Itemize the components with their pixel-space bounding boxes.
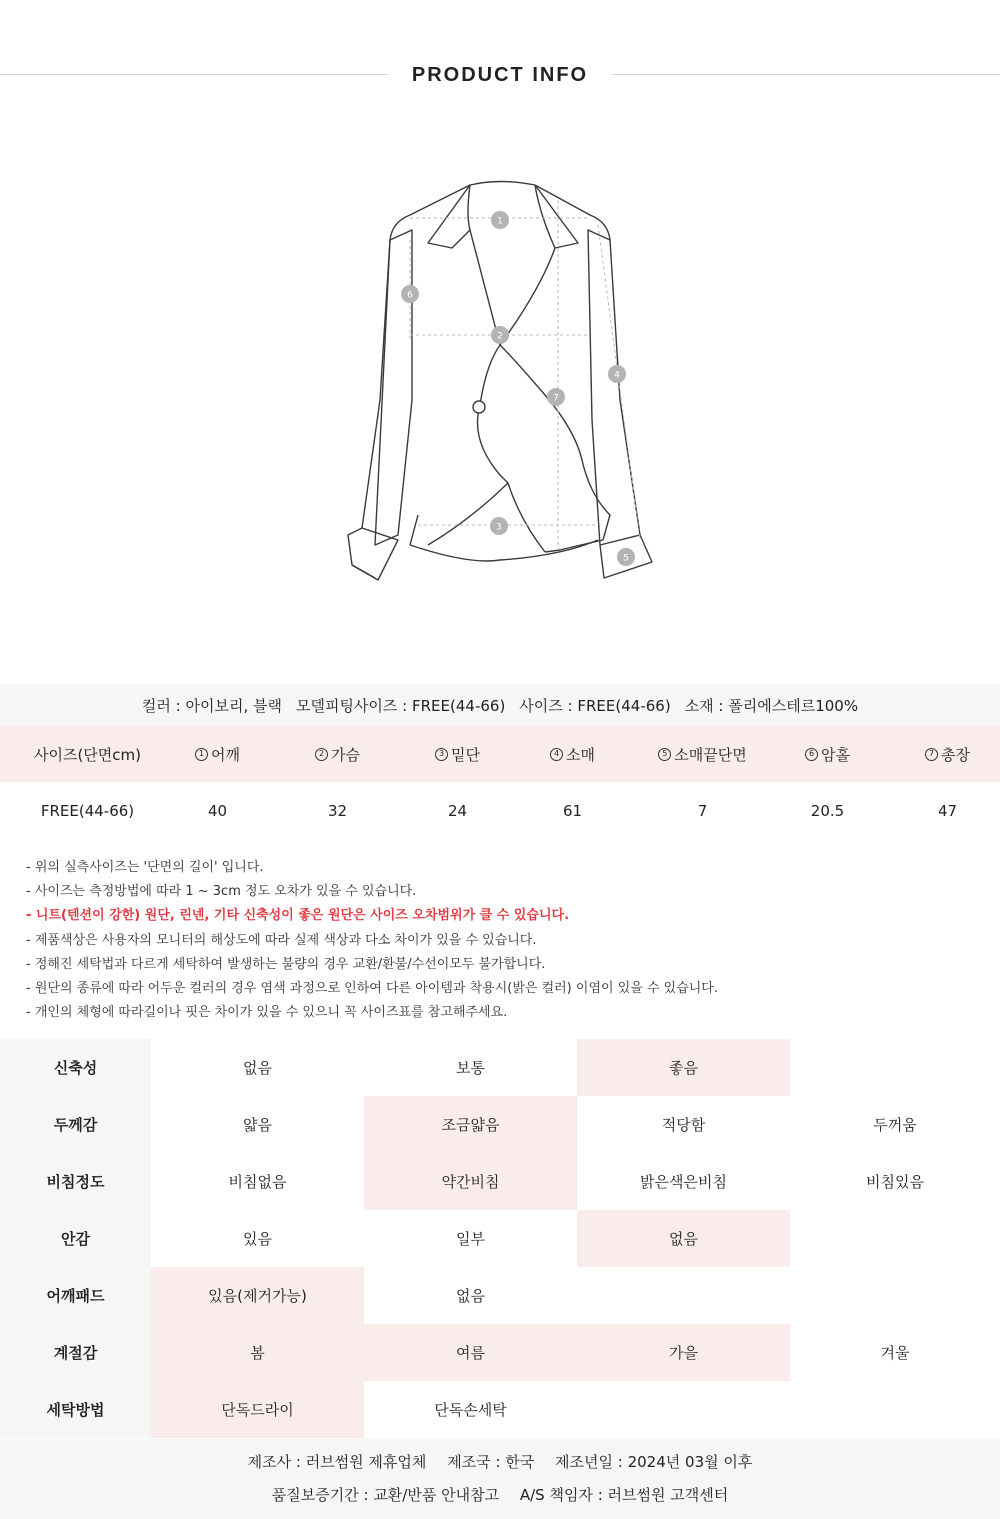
hem-column-header	[415, 726, 500, 782]
length-column-header	[895, 726, 1000, 782]
warranty-value: 교환/반품 안내참고	[373, 1486, 500, 1504]
column-label: 총장	[941, 745, 970, 764]
attr-label: 비침정도	[0, 1153, 151, 1210]
shoulder-column-header	[175, 726, 260, 782]
hem-cell: 24	[447, 802, 468, 820]
size-table-header	[0, 726, 1000, 782]
as-value: 러브썸원 고객센터	[607, 1486, 729, 1504]
material-info: 소재 : 폴리에스테르100%	[684, 696, 859, 715]
number-badge: 7	[925, 748, 938, 761]
attr-option	[790, 1210, 1000, 1267]
attr-option: 두꺼움	[873, 1116, 917, 1134]
number-badge: 4	[550, 748, 563, 761]
date-value: 2024년 03월 이후	[627, 1453, 753, 1471]
attr-option-selected: 단독드라이	[151, 1381, 364, 1438]
attr-option-selected: 가을	[577, 1324, 790, 1381]
size-column-header: 사이즈(단면cm)	[33, 745, 141, 764]
title-divider-left	[0, 74, 388, 75]
note-item: - 사이즈는 측정방법에 따라 1 ~ 3cm 정도 오차가 있을 수 있습니다.	[26, 884, 417, 900]
maker-value: 러브썸원 제휴업체	[305, 1453, 427, 1471]
attr-option-selected: 좋음	[577, 1039, 790, 1096]
attr-option: 일부	[456, 1230, 485, 1248]
country-value: 한국	[505, 1453, 535, 1471]
column-label: 소매끝단면	[674, 745, 747, 764]
note-item-warning: - 니트(텐션이 강한) 원단, 린넨, 기타 신축성이 좋은 원단은 사이즈 오차범위가 클 수 있습니다.	[26, 908, 570, 924]
maker-label: 제조사	[247, 1453, 292, 1471]
fitting-size-label: 모델피팅사이즈	[295, 696, 398, 715]
attr-label: 안감	[0, 1210, 151, 1267]
attr-row-washing	[0, 1381, 1000, 1438]
column-label: 암홀	[821, 745, 850, 764]
attr-option	[577, 1267, 790, 1324]
attr-option-selected: 약간비침	[364, 1153, 577, 1210]
measure-label-5: 5	[623, 553, 629, 564]
number-badge: 3	[435, 748, 448, 761]
measure-label-4: 4	[614, 370, 620, 381]
manufacturer-line	[0, 1451, 1000, 1472]
attr-option	[790, 1381, 1000, 1438]
fitting-size-info: 모델피팅사이즈 : FREE(44-66)	[295, 696, 506, 715]
attr-option	[577, 1381, 790, 1438]
attr-option: 비침있음	[866, 1173, 924, 1191]
attr-option: 없음	[456, 1287, 485, 1305]
attr-option-selected: 있음(제거가능)	[151, 1267, 364, 1324]
measure-label-3: 3	[496, 522, 502, 533]
column-label: 가슴	[331, 745, 360, 764]
attr-row-shoulder-pad	[0, 1267, 1000, 1324]
sleeve-cell: 61	[562, 802, 583, 820]
attr-row-stretch	[0, 1039, 1000, 1096]
material-label: 소재	[684, 696, 714, 715]
size-cell: FREE(44-66)	[40, 802, 135, 820]
length-cell: 47	[937, 802, 958, 820]
color-info: 컬러 : 아이보리, 블랙	[141, 696, 282, 715]
jacket-illustration	[335, 170, 665, 590]
note-item: - 위의 실측사이즈는 '단면의 길이' 입니다.	[26, 860, 264, 875]
measure-label-7: 7	[553, 393, 559, 404]
date-label: 제조년일	[555, 1453, 613, 1471]
attr-label: 계절감	[0, 1324, 151, 1381]
shoulder-cell: 40	[207, 802, 228, 820]
attr-row-thickness	[0, 1096, 1000, 1153]
attr-option	[790, 1267, 1000, 1324]
number-badge: 6	[805, 748, 818, 761]
attr-option-selected: 여름	[364, 1324, 577, 1381]
attr-option: 보통	[456, 1059, 485, 1077]
attr-option: 비침없음	[228, 1173, 287, 1191]
attr-option-selected: 없음	[577, 1210, 790, 1267]
number-badge: 5	[658, 748, 671, 761]
armhole-cell: 20.5	[810, 802, 845, 820]
attr-option-selected: 봄	[151, 1324, 364, 1381]
attr-option: 겨울	[880, 1344, 910, 1362]
fitting-size-value: FREE(44-66)	[412, 696, 506, 715]
attr-option: 있음	[243, 1230, 272, 1248]
measure-label-2: 2	[497, 331, 503, 342]
number-badge: 1	[195, 748, 208, 761]
measure-label-6: 6	[407, 290, 413, 301]
warranty-info: 품질보증기간 : 교환/반품 안내참고	[271, 1486, 500, 1504]
attr-label: 어깨패드	[0, 1267, 151, 1324]
product-basic-info	[0, 684, 1000, 726]
chest-cell: 32	[327, 802, 348, 820]
cuff-cell: 7	[697, 802, 708, 820]
attr-label: 두께감	[0, 1096, 151, 1153]
date-info: 제조년일 : 2024년 03월 이후	[555, 1453, 753, 1471]
title-divider-right	[612, 74, 1000, 75]
size-info: 사이즈 : FREE(44-66)	[519, 696, 671, 715]
number-badge: 2	[315, 748, 328, 761]
note-item: - 개인의 체형에 따라길이나 핏은 차이가 있을 수 있으니 꼭 사이즈표를 참고해주세요.	[26, 1005, 508, 1021]
size-table-row	[0, 782, 1000, 840]
attr-label: 신축성	[0, 1039, 151, 1096]
maker-info: 제조사 : 러브썸원 제휴업체	[247, 1453, 427, 1471]
note-item: - 제품색상은 사용자의 모니터의 해상도에 따라 실제 색상과 다소 차이가 있을 수 있습니다.	[26, 932, 537, 948]
color-value: 아이보리, 블랙	[185, 696, 282, 715]
attr-row-lining	[0, 1210, 1000, 1267]
attr-label: 세탁방법	[0, 1381, 151, 1438]
sleeve-column-header	[500, 726, 645, 782]
attr-option: 밝은색은비침	[640, 1173, 727, 1191]
armhole-column-header	[760, 726, 895, 782]
jacket-measurement-diagram	[335, 170, 665, 590]
note-item: - 정해진 세탁법과 다르게 세탁하여 발생하는 불량의 경우 교환/환불/수선이모두 불가합니다.	[26, 956, 546, 972]
attr-row-sheerness	[0, 1153, 1000, 1210]
column-label: 어깨	[211, 745, 240, 764]
note-item: - 원단의 종류에 따라 어두운 컬러의 경우 염색 과정으로 인하여 다른 아이템과 착용시(밝은 컬러) 이염이 있을 수 있습니다.	[26, 980, 719, 996]
attr-option: 없음	[243, 1059, 272, 1077]
column-label: 밑단	[451, 745, 480, 764]
warranty-line	[0, 1484, 1000, 1505]
size-notes	[26, 856, 986, 1025]
attr-option: 얇음	[243, 1116, 272, 1134]
as-label: A/S 책임자	[519, 1486, 593, 1504]
chest-column-header	[260, 726, 415, 782]
as-info: A/S 책임자 : 러브썸원 고객센터	[519, 1486, 729, 1504]
cuff-column-header	[645, 726, 760, 782]
material-value: 폴리에스테르100%	[728, 696, 859, 715]
page-title: PRODUCT INFO	[411, 64, 589, 86]
attr-option: 적당함	[661, 1116, 706, 1134]
fabric-attribute-table	[0, 1039, 1000, 1438]
country-info: 제조국 : 한국	[447, 1453, 535, 1471]
column-label: 소매	[566, 745, 595, 764]
size-label: 사이즈	[519, 696, 563, 715]
attr-row-season	[0, 1324, 1000, 1381]
size-value: FREE(44-66)	[577, 696, 671, 715]
warranty-label: 품질보증기간	[271, 1486, 359, 1504]
country-label: 제조국	[447, 1453, 491, 1471]
color-label: 컬러	[141, 696, 171, 715]
measure-label-1: 1	[497, 216, 503, 227]
attr-option: 단독손세탁	[434, 1401, 507, 1419]
section-title-bar	[0, 0, 1000, 150]
manufacturer-info	[0, 1439, 1000, 1519]
attr-option	[790, 1039, 1000, 1096]
attr-option-selected: 조금얇음	[364, 1096, 577, 1153]
